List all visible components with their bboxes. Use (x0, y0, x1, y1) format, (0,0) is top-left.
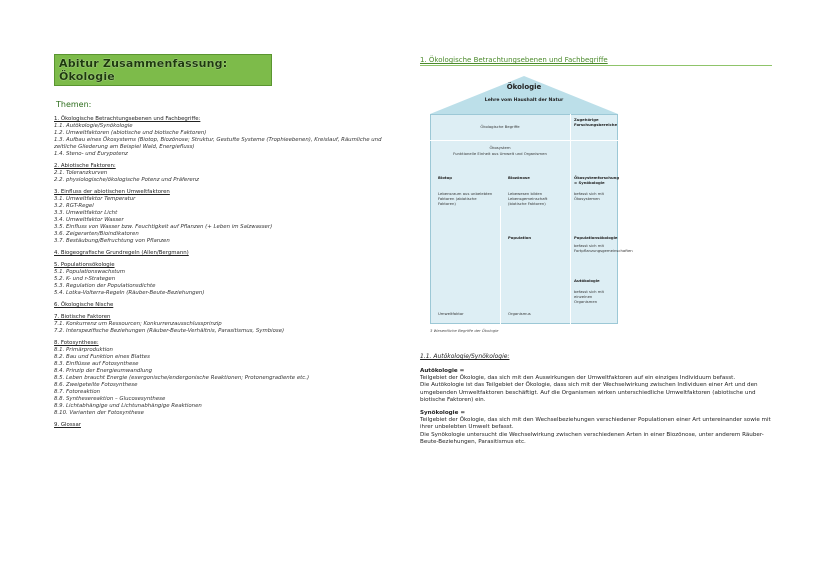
toc-section (54, 262, 404, 297)
definition-text: Teilgebiet der Ökologie, das sich mit den Wechselbeziehungen verschiedener Populationen einer Art untereinander sowie mit ihrer unbelebten Umwelt befasst. (420, 417, 771, 431)
diagram-caption: 3 Wesentliche Begriffe der Ökologie (430, 328, 499, 333)
definition-title: Autökologie = (420, 368, 465, 374)
toc-item: 2.2. physiologische/ökologische Potenz und Präferenz (54, 177, 199, 183)
toc-section (54, 250, 404, 257)
autoekologie-desc: befasst sich mit einzelnen Organismen (574, 289, 605, 304)
toc-section-title: 1. Ökologische Betrachtungsebenen und Fachbegriffe: (54, 116, 201, 122)
toc-item: 3.1. Umweltfaktor Temperatur (54, 196, 136, 202)
diagram-roof (430, 76, 618, 114)
left-page (54, 54, 404, 434)
toc-item: 8.4. Prinzip der Energieumwandlung (54, 368, 153, 374)
umweltfaktor-label: Umweltfaktor (438, 311, 464, 316)
toc-item: 8.9. Lichtabhängige und Lichtunabhängige Reaktionen (54, 403, 202, 409)
toc-item: 5.2. K- und r-Strategen (54, 276, 116, 282)
document-title: Abitur Zusammenfassung: Ökologie (54, 54, 272, 86)
toc-item: 8.10. Varianten der Fotosynthese (54, 410, 144, 416)
definition-title: Synökologie = (420, 410, 466, 417)
toc-item: 7.1. Konkurrenz um Ressourcen; Konkurrenzausschlussprinzip (54, 321, 222, 327)
toc-item: 3.2. RGT-Regel (54, 203, 94, 209)
toc-section-title: 4. Biogeografische Grundregeln (Allen/Bergmann) (54, 250, 189, 256)
toc-section-title: 9. Glossar (54, 422, 81, 428)
toc-item: 7.2. Interspezifische Beziehungen (Räuber-Beute-Verhältnis, Parasitismus, Symbiose) (54, 328, 285, 334)
diagram-divider (500, 206, 501, 324)
autoekologie-label: Autökologie (574, 278, 600, 283)
toc-section (54, 422, 404, 429)
toc-section (54, 340, 404, 417)
ecosystem-desc: Funktionelle Einheit aus Umwelt und Organismen (453, 151, 547, 156)
ecosystem-title: Ökosystem (489, 145, 511, 150)
right-page (420, 56, 772, 452)
toc-item: 3.6. Zeigerarten/Bioindikatoren (54, 231, 139, 237)
oekosystemforschung-desc: befasst sich mit Ökosystemen (574, 191, 605, 201)
toc-item: 1.2. Umweltfaktoren (abiotische und biotische Faktoren) (54, 130, 207, 136)
col-left-header: Ökologische Begriffe (480, 124, 520, 129)
table-of-contents (54, 116, 404, 429)
toc-section-title: 8. Fotosynthese: (54, 340, 99, 346)
col-right-header: Zugehörige Forschungsbereiche (574, 117, 618, 127)
definition-synoekologie (420, 410, 772, 446)
diagram-subtitle: Lehre vom Haushalt der Natur (484, 98, 564, 103)
toc-section (54, 116, 404, 158)
toc-item: 1.4. Steno- und Eurypotenz (54, 151, 128, 157)
toc-section-title: 5. Populationsökologie (54, 262, 115, 268)
biozoenose-desc: Lebewesen bilden Lebensgemeinschaft (biotische Faktoren) (508, 191, 548, 206)
toc-item: 3.5. Einfluss von Wasser bzw. Feuchtigkeit auf Pflanzen (+ Leben im Salzwasser) (54, 224, 273, 230)
themes-heading: Themen: (56, 100, 92, 109)
definition-autoekologie (420, 368, 772, 404)
toc-item: 3.7. Bestäubung/Befruchtung von Pflanzen (54, 238, 170, 244)
oekosystemforschung-label: Ökosystemforschung = Synökologie (574, 175, 620, 185)
toc-section (54, 163, 404, 184)
diagram-title: Ökologie (506, 83, 542, 91)
toc-item: 8.7. Fotoreaktion (54, 389, 101, 395)
population-label: Population (508, 235, 532, 240)
definition-text: Die Synökologie untersucht die Wechselwirkung zwischen verschiedenen Arten in einer Biozönose, unter anderem Räuber-Beute-Beziehungen, Parasitismus etc. (420, 431, 764, 445)
populationsoekologie-desc: befasst sich mit Fortpflanzungsgemeinschaften (574, 243, 633, 253)
section-heading: 1. Ökologische Betrachtungsebenen und Fachbegriffe (420, 56, 772, 66)
toc-item: 1.1. Autökologie/Synökologie (54, 123, 133, 129)
toc-item: 8.5. Leben braucht Energie (exergonische/endergonische Reaktionen; Protonengradiente etc.) (54, 375, 310, 381)
toc-item: 5.4. Lotka-Volterra-Regeln (Räuber-Beute-Beziehungen) (54, 290, 205, 296)
toc-section-title: 6. Ökologische Nische (54, 302, 114, 308)
toc-section (54, 189, 404, 245)
diagram-divider (430, 140, 618, 141)
toc-item: 8.3. Einflüsse auf Fotosynthese (54, 361, 139, 367)
toc-section-title: 3. Einfluss der abiotischen Umweltfaktoren (54, 189, 170, 195)
toc-item: 8.8. Synthesereaktion – Glucosesynthese (54, 396, 166, 402)
populationsoekologie-label: Populationsökologie (574, 235, 618, 240)
definition-text: Teilgebiet der Ökologie, das sich mit den Auswirkungen der Umweltfaktoren auf ein einziges Individuum befasst. (420, 375, 736, 382)
biotop-label: Biotop (438, 175, 452, 180)
definition-text: Die Autökologie ist das Teilgebiet der Ökologie, dass sich mit der Wechselwirkung zwischen Individuen einer Art und den umgebenden Umweltfaktoren beschäftigt. Auf die Organismen wirken unterschiedliche Umweltfaktoren (abiotische und biotische Faktoren) ein. (420, 382, 758, 403)
toc-item: 1.3. Aufbau eines Ökosystems (Biotop, Biozönose; Struktur, Gestufte Systeme (Trophieebenen), Kreislauf, Räumliche und zeitliche Gliederung am Beispiel Wald, Energiefluss) (54, 137, 382, 150)
toc-item: 5.3. Regulation der Populationsdichte (54, 283, 156, 289)
biozoenose-label: Biozönose (508, 175, 530, 180)
toc-item: 8.6. Zweigeteilte Fotosynthese (54, 382, 138, 388)
toc-section (54, 314, 404, 335)
toc-section-title: 2. Abiotische Faktoren: (54, 163, 116, 169)
toc-section-title: 7. Biotische Faktoren (54, 314, 111, 320)
subsection-heading: 1.1. Autökologie/Synökologie: (420, 353, 510, 360)
toc-item: 2.1. Toleranzkurven (54, 170, 108, 176)
ecology-diagram (430, 76, 633, 341)
biotop-desc: Lebensraum aus unbelebten Faktoren (abiotische Faktoren) (438, 191, 493, 206)
toc-item: 3.4. Umweltfaktor Wasser (54, 217, 124, 223)
diagram-divider (570, 114, 571, 324)
organismus-label: Organismus (508, 311, 531, 316)
toc-item: 5.1. Populationswachstum (54, 269, 126, 275)
toc-item: 3.3. Umweltfaktor Licht (54, 210, 118, 216)
toc-item: 8.2. Bau und Funktion eines Blattes (54, 354, 150, 360)
toc-section (54, 302, 404, 309)
toc-item: 8.1. Primärproduktion (54, 347, 113, 353)
